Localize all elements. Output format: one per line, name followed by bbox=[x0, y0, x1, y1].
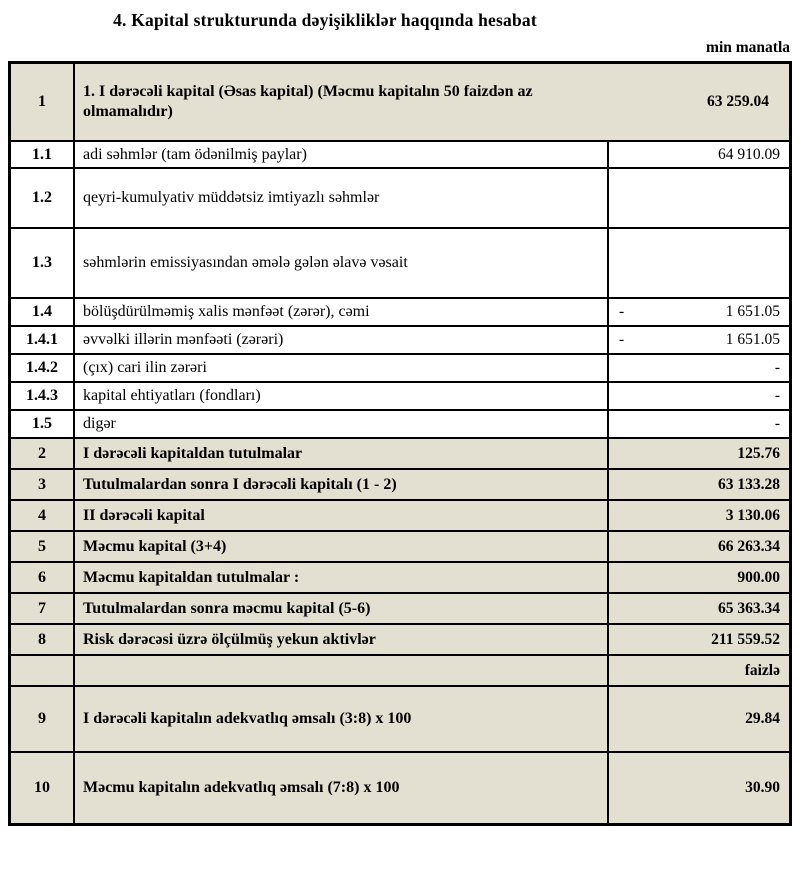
row-value-cell: faizlə bbox=[607, 656, 789, 685]
row-label-cell: Məcmu kapitaldan tutulmalar : bbox=[83, 568, 300, 586]
table-row bbox=[11, 470, 789, 501]
row-label-cell: bölüşdürülməmiş xalis mənfəət (zərər), cəmi bbox=[83, 303, 370, 320]
row-value-cell: 63 133.28 bbox=[607, 470, 789, 499]
row-label-cell: kapital ehtiyatları (fondları) bbox=[83, 387, 261, 404]
row-label-cell: (çıx) cari ilin zərəri bbox=[83, 359, 207, 376]
table-row bbox=[11, 327, 789, 355]
row-label-cell: Tutulmalardan sonra məcmu kapital (5-6) bbox=[83, 599, 371, 617]
row-value-cell: 64 910.09 bbox=[607, 142, 789, 167]
value-text: 1 651.05 bbox=[725, 331, 780, 349]
row-value-cell: - bbox=[607, 383, 789, 409]
row-number-cell: 2 bbox=[11, 439, 75, 468]
table-row bbox=[11, 64, 789, 142]
row-value-cell: 29.84 bbox=[607, 687, 789, 751]
row-value-cell: 63 259.04 bbox=[707, 93, 769, 111]
row-value-cell: 30.90 bbox=[607, 753, 789, 823]
unit-label: min manatla bbox=[706, 39, 790, 56]
row-number-cell: 7 bbox=[11, 594, 75, 623]
row-value-cell: 3 130.06 bbox=[607, 501, 789, 530]
table-row bbox=[11, 532, 789, 563]
row-number-cell: 1 bbox=[11, 64, 75, 140]
table-row bbox=[11, 383, 789, 411]
row-label-cell: 1. I dərəcəli kapital (Əsas kapital) (Məcmu kapitalın 50 faizdən az olmamalıdır) bbox=[83, 83, 533, 120]
row-value-cell: 211 559.52 bbox=[607, 625, 789, 654]
row-label-cell: Məcmu kapitalın adekvatlıq əmsalı (7:8) x 100 bbox=[83, 779, 400, 796]
row-label-cell: I dərəcəli kapitaldan tutulmalar bbox=[83, 444, 303, 462]
table-row bbox=[11, 687, 789, 753]
row-number-cell: 1.4.2 bbox=[11, 355, 75, 381]
table-row bbox=[11, 229, 789, 299]
row-number-cell: 9 bbox=[11, 687, 75, 751]
table-row bbox=[11, 299, 789, 327]
negative-sign: - bbox=[619, 303, 625, 321]
row-value-cell bbox=[607, 327, 789, 353]
row-label-cell: II dərəcəli kapital bbox=[83, 506, 205, 524]
table-row bbox=[11, 142, 789, 169]
row-value-cell: 125.76 bbox=[607, 439, 789, 468]
row-label-cell bbox=[75, 656, 607, 685]
row-number-cell: 8 bbox=[11, 625, 75, 654]
row-number-cell: 5 bbox=[11, 532, 75, 561]
table-row bbox=[11, 439, 789, 470]
row-number-cell: 4 bbox=[11, 501, 75, 530]
table-row bbox=[11, 594, 789, 625]
row-label-cell: adi səhmlər (tam ödənilmiş paylar) bbox=[83, 145, 307, 163]
table-row bbox=[11, 656, 789, 687]
row-value-cell: 900.00 bbox=[607, 563, 789, 592]
negative-sign: - bbox=[619, 331, 625, 349]
row-label-cell: Risk dərəcəsi üzrə ölçülmüş yekun aktivlər bbox=[83, 630, 376, 648]
row-number-cell: 6 bbox=[11, 563, 75, 592]
table-row bbox=[11, 625, 789, 656]
report-table-body bbox=[11, 64, 789, 823]
row-label-cell: I dərəcəli kapitalın adekvatlıq əmsalı (3:8) x 100 bbox=[83, 710, 412, 727]
row-label-cell: Tutulmalardan sonra I dərəcəli kapitalı (1 - 2) bbox=[83, 475, 397, 493]
row-number-cell: 1.2 bbox=[11, 169, 75, 227]
row-number-cell: 1.1 bbox=[11, 142, 75, 167]
report-table bbox=[8, 61, 792, 826]
row-value-cell bbox=[607, 169, 789, 227]
row-label-cell: qeyri-kumulyativ müddətsiz imtiyazlı səhmlər bbox=[83, 189, 380, 206]
table-row bbox=[11, 563, 789, 594]
row-value-cell: - bbox=[607, 355, 789, 381]
row-number-cell: 3 bbox=[11, 470, 75, 499]
row-number-cell bbox=[11, 656, 75, 685]
row-label-cell: əvvəlki illərin mənfəəti (zərəri) bbox=[83, 331, 284, 348]
page-title: 4. Kapital strukturunda dəyişikliklər haqqında hesabat bbox=[113, 10, 537, 30]
row-label-cell: Məcmu kapital (3+4) bbox=[83, 537, 227, 555]
row-number-cell: 10 bbox=[11, 753, 75, 823]
row-number-cell: 1.4 bbox=[11, 299, 75, 325]
row-label-cell: səhmlərin emissiyasından əmələ gələn əlavə vəsait bbox=[83, 254, 408, 271]
table-row bbox=[11, 169, 789, 229]
value-text: 1 651.05 bbox=[725, 303, 780, 321]
row-value-cell: 66 263.34 bbox=[607, 532, 789, 561]
table-row bbox=[11, 411, 789, 439]
row-value-cell: 65 363.34 bbox=[607, 594, 789, 623]
row-number-cell: 1.3 bbox=[11, 229, 75, 297]
table-row bbox=[11, 501, 789, 532]
row-label-cell: digər bbox=[83, 415, 116, 432]
row-value-cell bbox=[607, 229, 789, 297]
row-number-cell: 1.4.1 bbox=[11, 327, 75, 353]
row-value-cell bbox=[607, 299, 789, 325]
table-row bbox=[11, 753, 789, 823]
row-number-cell: 1.5 bbox=[11, 411, 75, 437]
table-row bbox=[11, 355, 789, 383]
row-number-cell: 1.4.3 bbox=[11, 383, 75, 409]
row-value-cell: - bbox=[607, 411, 789, 437]
